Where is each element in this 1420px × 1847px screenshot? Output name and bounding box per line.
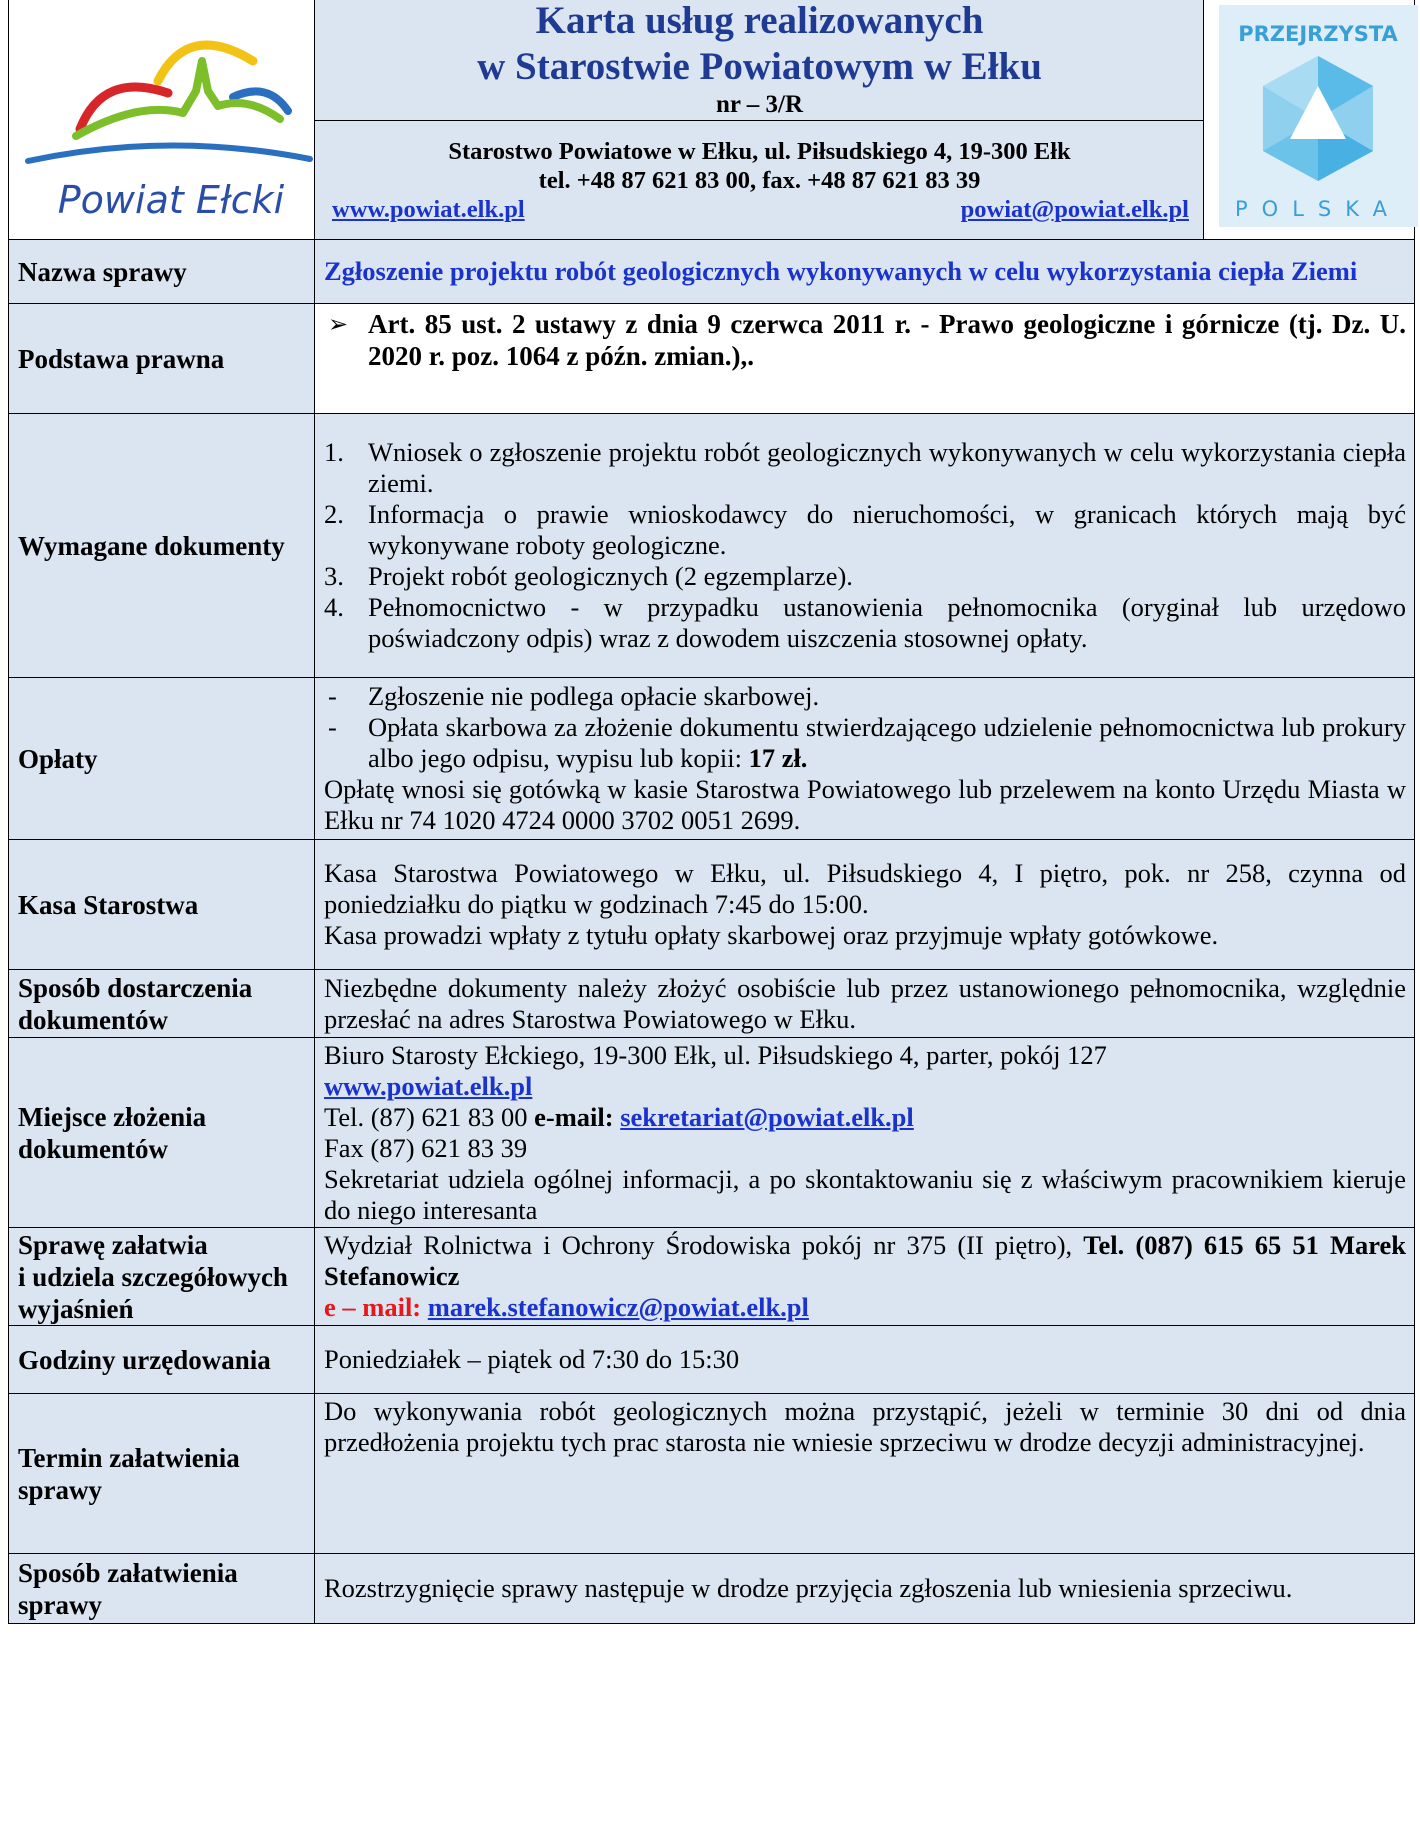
office-location: Biuro Starosty Ełckiego, 19-300 Ełk, ul. Piłsudskiego 4, parter, pokój 127 [324, 1039, 1107, 1070]
cashier-info [315, 840, 1415, 970]
row-label: Kasa Starostwa [9, 840, 315, 970]
row-label: Termin załatwienia sprawy [9, 1394, 315, 1554]
logo-text: Powiat Ełcki [57, 178, 285, 222]
row-podstawa-prawna [9, 304, 1415, 414]
legal-basis [315, 304, 1415, 414]
row-sposob-dostarczenia [9, 970, 1415, 1038]
officer-email-link[interactable]: marek.stefanowicz@powiat.elk.pl [427, 1292, 809, 1322]
case-name [315, 240, 1415, 304]
list-item: 3. Projekt robót geologicznych (2 egzemplarze). [324, 561, 853, 591]
office-phone: Tel. (87) 621 83 00 [324, 1101, 535, 1132]
secretariat-email-link[interactable]: sekretariat@powiat.elk.pl [620, 1101, 914, 1132]
department: Wydział Rolnictwa i Ochrony Środowiska pokój nr 375 (II piętro), [324, 1230, 1084, 1260]
delivery-method: Niezbędne dokumenty należy złożyć osobiście lub przez ustanowionego pełnomocnika, względnie przesłać na adres Starostwa Powiatowego w Ełku. [315, 970, 1415, 1038]
card-title [315, 0, 1204, 121]
row-label: Opłaty [9, 678, 315, 840]
fee-amount: 17 zł. [748, 743, 808, 773]
title-line2: w Starostwie Powiatowym w Ełku [477, 45, 1042, 88]
row-label: Sposób załatwienia sprawy [9, 1554, 315, 1624]
row-sposob-zalatwienia [9, 1554, 1415, 1624]
row-label: Godziny urzędowania [9, 1326, 315, 1394]
list-item: 1. Wniosek o zgłoszenie projektu robót geologicznych wykonywanych w celu wykorzystania ciepła ziemi. [324, 437, 1406, 498]
website-link[interactable]: www.powiat.elk.pl [332, 195, 525, 223]
responsible-person [315, 1228, 1415, 1326]
arrow-bullet-icon: ➢ [328, 310, 349, 338]
powiat-logo-icon [18, 1, 324, 231]
row-sprawe-zalatwia [9, 1228, 1415, 1326]
processing-time: Do wykonywania robót geologicznych można przystąpić, jeżeli w terminie 30 dni od dnia przedłożenia projektu tych prac starosta nie wniesie sprzeciwu w drodze decyzji administracyjnej. [315, 1394, 1415, 1554]
case-name-text: Zgłoszenie projektu robót geologicznych wykonywanych w celu wykorzystania ciepła Ziemi [324, 256, 1358, 286]
row-miejsce-zlozenia [9, 1038, 1415, 1228]
payment-info: Opłatę wnosi się gotówką w kasie Starostwa Powiatowego lub przelewem na konto Urzędu Miasta w Ełku nr 74 1020 4724 0000 3702 0051 2699. [324, 774, 1406, 835]
przejrzysta-polska-badge [1204, 0, 1415, 240]
przejrzysta-polska-icon [1213, 1, 1420, 231]
row-nazwa-sprawy [9, 240, 1415, 304]
row-termin-zalatwienia [9, 1394, 1415, 1554]
submission-place [315, 1038, 1415, 1228]
row-oplaty [9, 678, 1415, 840]
list-item: 2. Informacja o prawie wnioskodawcy do nieruchomości, w granicach których mają być wykonywane roboty geologiczne. [324, 499, 1406, 560]
row-label: Miejsce złożenia dokumentów [9, 1038, 315, 1228]
row-label: Podstawa prawna [9, 304, 315, 414]
office-contact [315, 121, 1204, 240]
row-label: Sposób dostarczenia dokumentów [9, 970, 315, 1038]
office-phones: tel. +48 87 621 83 00, fax. +48 87 621 83 39 [538, 166, 981, 194]
row-label: Wymagane dokumenty [9, 414, 315, 678]
badge-bottom-text: POLSKA [1235, 197, 1401, 221]
service-card-table [8, 0, 1415, 1624]
row-label: Sprawę załatwia i udziela szczegółowych wyjaśnień [9, 1228, 315, 1326]
secretariat-info: Sekretariat udziela ogólnej informacji, a po skontaktowaniu się z właściwym pracownikiem kieruje do niego interesanta [324, 1163, 1406, 1225]
list-item: 4. Pełnomocnictwo - w przypadku ustanowienia pełnomocnika (oryginał lub urzędowo poświadczony odpis) wraz z dowodem uiszczenia stosownej opłaty. [324, 592, 1406, 653]
required-documents [315, 414, 1415, 678]
powiat-logo [9, 0, 315, 240]
legal-basis-text: Art. 85 ust. 2 ustawy z dnia 9 czerwca 2011 r. - Prawo geologiczne i górnicze (tj. Dz. U. 2020 r. poz. 1064 z późn. zmian.),. [368, 309, 1406, 371]
contact-person: Tel. (087) 615 65 51 Marek Stefanowicz [324, 1230, 1407, 1291]
office-email-link[interactable]: powiat@powiat.elk.pl [960, 195, 1189, 223]
badge-top-text: PRZEJRZYSTA [1238, 22, 1398, 46]
email-label: e – mail: [324, 1292, 428, 1322]
title-line1: Karta usług realizowanych [535, 0, 984, 42]
row-godziny-urzedowania [9, 1326, 1415, 1394]
card-number: nr – 3/R [715, 91, 804, 118]
row-label: Nazwa sprawy [9, 240, 315, 304]
cashier-location: Kasa Starostwa Powiatowego w Ełku, ul. Piłsudskiego 4, I piętro, pok. nr 258, czynna od poniedziałku do piątku w godzinach 7:45 do 15:00. [324, 858, 1406, 919]
list-item: - Zgłoszenie nie podlega opłacie skarbowej. [328, 681, 820, 711]
office-fax: Fax (87) 621 83 39 [324, 1132, 528, 1163]
office-hours: Poniedziałek – piątek od 7:30 do 15:30 [315, 1326, 1415, 1394]
row-kasa-starostwa [9, 840, 1415, 970]
list-item: - Opłata skarbowa za złożenie dokumentu stwierdzającego udzielenie pełnomocnictwa lub prokury albo jego odpisu, wypisu lub kopii: 17 zł. [328, 712, 1406, 773]
row-wymagane-dokumenty [9, 414, 1415, 678]
office-address: Starostwo Powiatowe w Ełku, ul. Piłsudskiego 4, 19-300 Ełk [448, 137, 1071, 165]
office-website-link[interactable]: www.powiat.elk.pl [324, 1070, 533, 1101]
email-label: e-mail: [534, 1101, 621, 1132]
fees [315, 678, 1415, 840]
cashier-services: Kasa prowadzi wpłaty z tytułu opłaty skarbowej oraz przyjmuje wpłaty gotówkowe. [324, 920, 1219, 950]
resolution-method: Rozstrzygnięcie sprawy następuje w drodze przyjęcia zgłoszenia lub wniesienia sprzeciwu. [315, 1554, 1415, 1624]
